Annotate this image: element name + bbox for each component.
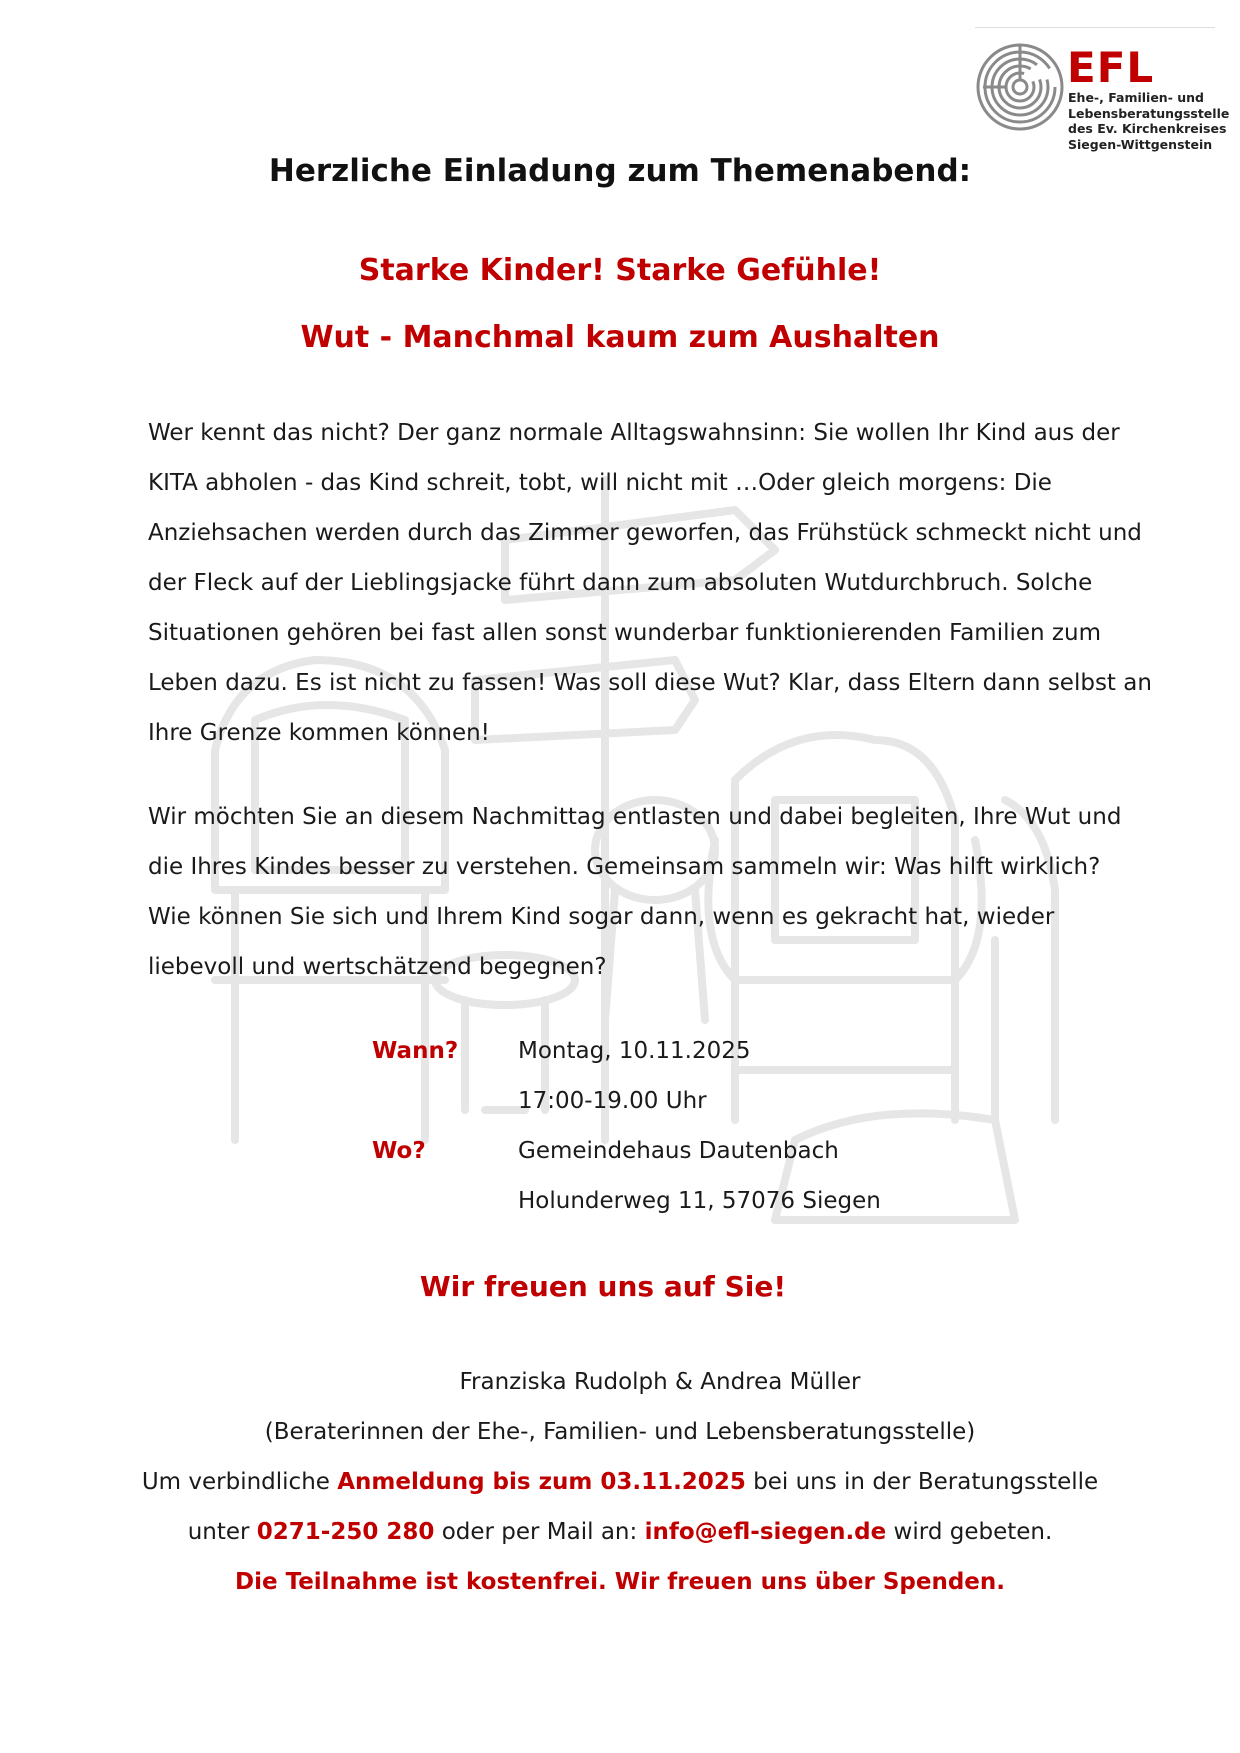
event-address: Holunderweg 11, 57076 Siegen	[518, 1188, 881, 1214]
signature-names: Franziska Rudolph & Andrea Müller	[459, 1369, 861, 1395]
efl-logo	[975, 40, 1230, 160]
registration-text: oder per Mail an:	[434, 1519, 645, 1545]
paragraph-line: der Fleck auf der Lieblingsjacke führt dann zum absoluten Wutdurchbruch. Solche	[148, 570, 1093, 596]
registration-text: wird gebeten.	[886, 1519, 1053, 1545]
where-label: Wo?	[372, 1138, 426, 1164]
paragraph-line: Wie können Sie sich und Ihrem Kind sogar dann, wenn es gekracht hat, wieder	[148, 904, 1055, 930]
logo-divider	[975, 27, 1215, 28]
description-paragraph	[148, 792, 1122, 992]
signature-role: (Beraterinnen der Ehe-, Familien- und Lebensberatungsstelle)	[264, 1419, 976, 1445]
participation-note: Die Teilnahme ist kostenfrei. Wir freuen uns über Spenden.	[234, 1569, 1006, 1595]
paragraph-line: die Ihres Kindes besser zu verstehen. Gemeinsam sammeln wir: Was hilft wirklich?	[148, 854, 1101, 880]
paragraph-line: Anziehsachen werden durch das Zimmer geworfen, das Frühstück schmeckt nicht und	[148, 520, 1142, 546]
phone-number[interactable]: 0271-250 280	[256, 1519, 435, 1545]
event-title: Starke Kinder! Starke Gefühle!	[358, 253, 882, 288]
logo-subtitle	[1068, 90, 1229, 152]
logo-line: Ehe-, Familien- und	[1068, 90, 1204, 105]
paragraph-line: Wir möchten Sie an diesem Nachmittag entlasten und dabei begleiten, Ihre Wut und	[148, 804, 1122, 830]
registration-deadline: Anmeldung bis zum 03.11.2025	[337, 1469, 746, 1495]
logo-line: Lebensberatungsstelle	[1068, 105, 1230, 121]
email-link[interactable]: info@efl-siegen.de	[644, 1519, 887, 1545]
logo-line: des Ev. Kirchenkreises	[1068, 121, 1227, 136]
registration-line-2	[0, 1519, 1240, 1545]
paragraph-line: Ihre Grenze kommen können!	[148, 720, 490, 746]
registration-text: unter	[187, 1519, 257, 1545]
paragraph-line: Leben dazu. Es ist nicht zu fassen! Was soll diese Wut? Klar, dass Eltern dann selbst an	[148, 670, 1152, 696]
event-time: 17:00-19.00 Uhr	[518, 1088, 707, 1114]
registration-line-1	[0, 1469, 1240, 1495]
event-date: Montag, 10.11.2025	[518, 1038, 751, 1064]
logo-line: Siegen-Wittgenstein	[1068, 136, 1213, 152]
page-heading: Herzliche Einladung zum Themenabend:	[268, 153, 972, 189]
paragraph-line: liebevoll und wertschätzend begegnen?	[148, 954, 607, 980]
when-label: Wann?	[372, 1038, 459, 1064]
paragraph-line: KITA abholen - das Kind schreit, tobt, will nicht mit …Oder gleich morgens: Die	[148, 470, 1052, 496]
event-venue: Gemeindehaus Dautenbach	[518, 1138, 839, 1164]
registration-text: Um verbindliche	[141, 1469, 338, 1495]
registration-text: bei uns in der Beratungsstelle	[745, 1469, 1099, 1495]
labyrinth-icon	[975, 42, 1065, 132]
greeting: Wir freuen uns auf Sie!	[419, 1270, 787, 1303]
event-subtitle: Wut - Manchmal kaum zum Aushalten	[300, 320, 940, 355]
intro-paragraph	[148, 408, 1152, 758]
logo-wordmark: EFL	[1067, 43, 1155, 92]
paragraph-line: Situationen gehören bei fast allen sonst wunderbar funktionierenden Familien zum	[148, 620, 1101, 646]
paragraph-line: Wer kennt das nicht? Der ganz normale Alltagswahnsinn: Sie wollen Ihr Kind aus der	[148, 420, 1120, 446]
